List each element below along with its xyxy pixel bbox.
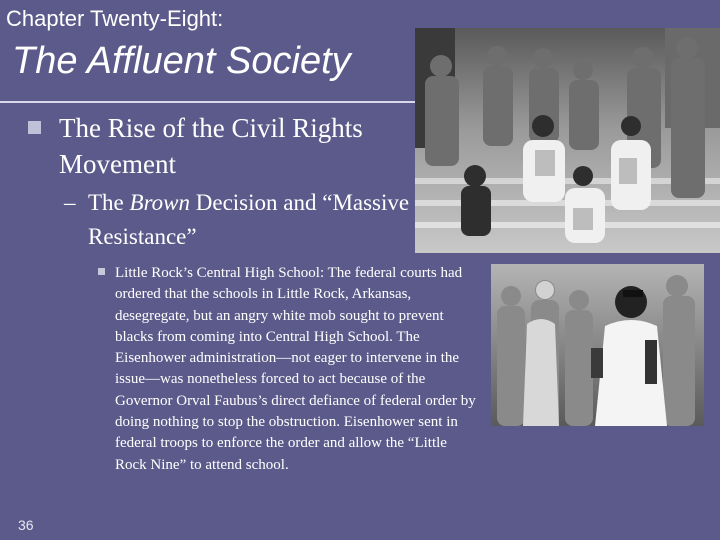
bullet-level-1-text: The Rise of the Civil Rights Movement [59,113,363,179]
photo-student-crowd [491,264,704,426]
chapter-label: Chapter Twenty-Eight: [6,6,224,31]
small-square-bullet-icon [98,268,105,275]
dash-bullet-icon: – [64,190,76,215]
photo-troops-escort [415,28,720,253]
title-divider [0,101,430,103]
bullet-level-2-prefix: The [88,190,130,215]
bullet-level-1 [28,110,428,182]
bullet-level-2-italic: Brown [129,190,191,215]
bullet-level-2-suffix: Decision and “Massive Resistance” [88,190,410,249]
photo-student-crowd-graphic [491,264,704,426]
bullet-level-3 [98,263,480,476]
bullet-level-2 [64,186,414,254]
square-bullet-icon [28,121,41,134]
photo-troops-escort-graphic [415,28,720,253]
bullet-level-2-text [88,186,414,254]
bullet-level-3-text: Little Rock’s Central High School: The federal courts had ordered that the schools in Little Rock, Arkansas, desegregate, but an angry white mob sought to prevent blacks from coming into Central High School. The Eisenhower administration—not eager to intervene in the issue—was nonetheless forced to act because of the Governor Orval Faubus’s direct defiance of federal order by doing nothing to stop the obstruction. Eisenhower sent in federal troops to enforce the order and allow the “Little Rock Nine” to attend school. [115,265,476,473]
page-number: 36 [18,517,34,533]
slide-title: The Affluent Society [12,40,351,82]
